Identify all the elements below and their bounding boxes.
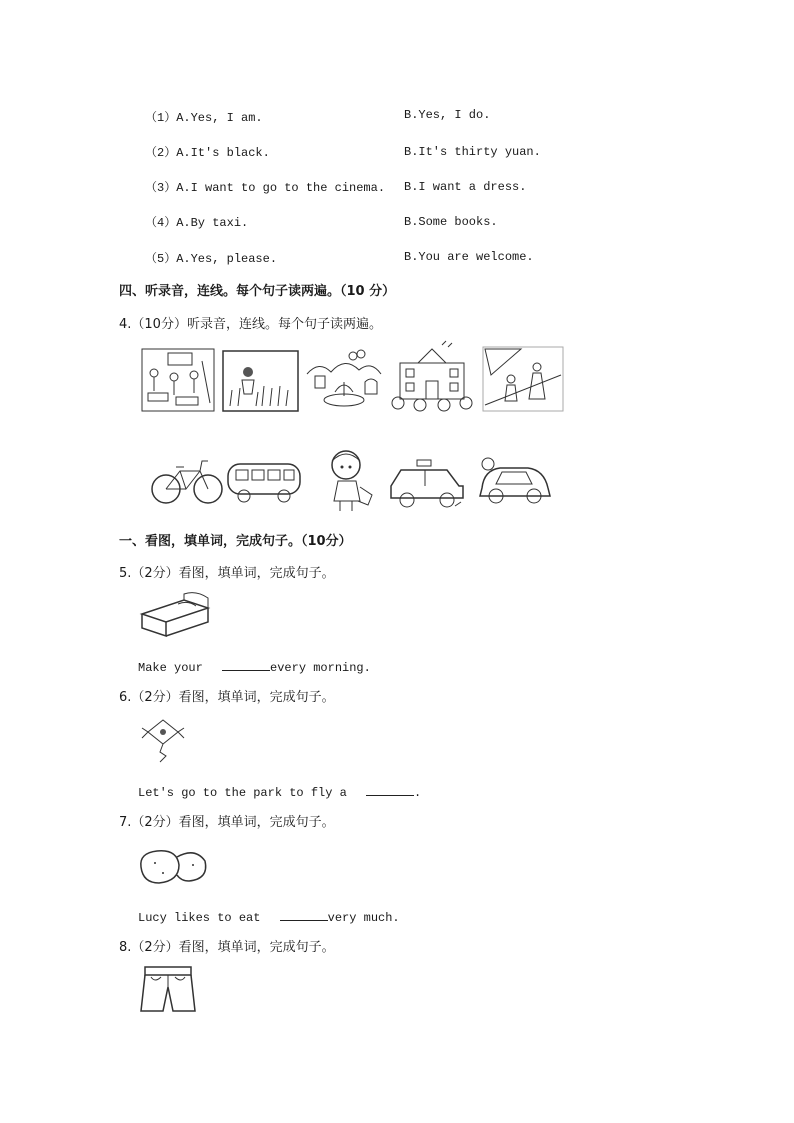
potatoes-picture: [137, 845, 209, 887]
shopping-street-picture: [481, 345, 565, 413]
question-5-sentence: Make your every morning.: [138, 658, 371, 675]
girl-in-field-picture: [222, 350, 299, 412]
choice-4-b: B.Some books.: [404, 215, 498, 229]
question-7-blank[interactable]: [280, 908, 328, 921]
section-1-heading: 一、看图，填单词，完成句子。（10分）: [119, 534, 352, 549]
section-4-heading: 四、听录音，连线。每个句子读两遍。（10 分）: [119, 284, 396, 299]
question-8-title: 8.（2分）看图，填单词，完成句子。: [119, 940, 335, 955]
bicycle-picture: [150, 455, 224, 505]
choice-2-a: （2）A.It's black.: [145, 146, 270, 160]
question-6-blank[interactable]: [366, 783, 414, 796]
question-5-title: 5.（2分）看图，填单词，完成句子。: [119, 566, 335, 581]
question-6-title: 6.（2分）看图，填单词，完成句子。: [119, 690, 335, 705]
girl-with-bag-picture: [322, 447, 384, 515]
choice-5-b: B.You are welcome.: [404, 250, 534, 264]
question-4-title: 4.（10分）听录音，连线。每个句子读两遍。: [119, 317, 382, 332]
choice-2-b: B.It's thirty yuan.: [404, 145, 541, 159]
school-building-picture: [390, 339, 474, 413]
car-picture: [476, 456, 554, 506]
choice-1-b: B.Yes, I do.: [404, 108, 491, 122]
park-fountain-picture: [305, 348, 383, 412]
choice-1-a: （1）A.Yes, I am.: [145, 111, 263, 125]
bed-picture: [138, 590, 212, 638]
classroom-scene-picture: [140, 347, 216, 413]
shorts-picture: [139, 965, 197, 1015]
question-6-sentence: Let's go to the park to fly a .: [138, 783, 421, 800]
choice-5-a: （5）A.Yes, please.: [145, 252, 278, 266]
choice-3-b: B.I want a dress.: [404, 180, 527, 194]
kite-picture: [138, 716, 188, 764]
taxi-picture: [387, 458, 467, 510]
choice-3-a: （3）A.I want to go to the cinema.: [145, 181, 386, 195]
question-7-title: 7.（2分）看图，填单词，完成句子。: [119, 815, 335, 830]
question-7-sentence: Lucy likes to eat very much.: [138, 908, 400, 925]
bus-picture: [226, 460, 302, 504]
question-5-blank[interactable]: [222, 658, 270, 671]
choice-4-a: （4）A.By taxi.: [145, 216, 249, 230]
